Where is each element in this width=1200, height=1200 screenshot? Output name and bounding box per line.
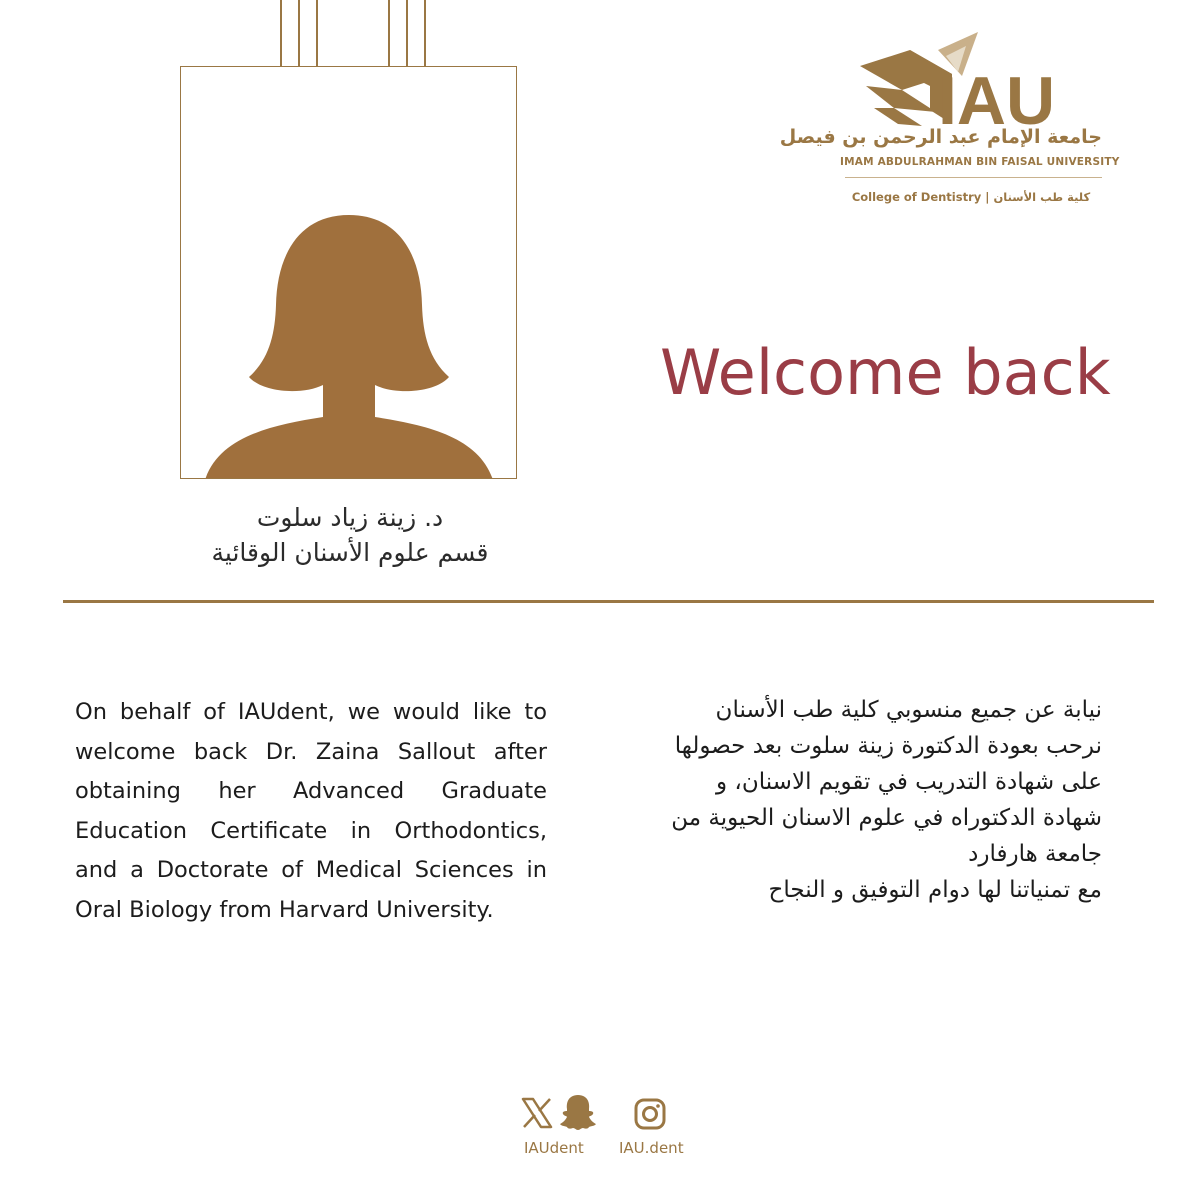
- snapchat-icon[interactable]: [558, 1093, 598, 1131]
- arabic-paragraph: [590, 692, 1102, 908]
- person-silhouette-icon: [181, 67, 517, 479]
- x-icon[interactable]: [520, 1096, 554, 1130]
- hanging-line: [280, 0, 282, 66]
- hanging-line: [424, 0, 426, 66]
- logo-mark-text: IAU: [938, 63, 1056, 139]
- person-name: د. زينة زياد سلوت: [256, 503, 444, 532]
- hanging-line: [406, 0, 408, 66]
- logo-arabic-name: جامعة الإمام عبد الرحمن بن فيصل: [779, 126, 1102, 148]
- arabic-line: نرحب بعودة الدكتورة زينة سلوت بعد حصولها: [674, 733, 1102, 759]
- social-handle-x-snapchat[interactable]: IAUdent: [524, 1139, 584, 1157]
- portrait-frame: [180, 66, 517, 479]
- arabic-line: مع تمنياتنا لها دوام التوفيق و النجاح: [768, 877, 1102, 903]
- logo-divider: [845, 177, 1102, 178]
- social-handle-instagram[interactable]: IAU.dent: [619, 1139, 684, 1157]
- logo-english-name: IMAM ABDULRAHMAN BIN FAISAL UNIVERSITY: [840, 156, 1120, 168]
- arabic-line: على شهادة التدريب في تقويم الاسنان، و: [716, 769, 1102, 795]
- arabic-line: نيابة عن جميع منسوبي كلية طب الأسنان: [715, 697, 1102, 723]
- instagram-icon[interactable]: [633, 1097, 667, 1131]
- arabic-line: شهادة الدكتوراه في علوم الاسنان الحيوية من: [671, 805, 1102, 831]
- welcome-headline: Welcome back: [660, 336, 1111, 409]
- arabic-line: جامعة هارفارد: [968, 841, 1102, 867]
- section-divider: [63, 600, 1154, 603]
- person-department: قسم علوم الأسنان الوقائية: [211, 538, 489, 567]
- logo-college-name: College of Dentistry | كلية طب الأسنان: [851, 190, 1091, 204]
- english-paragraph: On behalf of IAUdent, we would like to welcome back Dr. Zaina Sallout after obtaining her Advanced Graduate Education Certificate in Orthodontics, and a Doctorate of Medical Sciences in Oral Biology from Harvard University.: [75, 699, 547, 923]
- hanging-line: [298, 0, 300, 66]
- hanging-line: [388, 0, 390, 66]
- hanging-line: [316, 0, 318, 66]
